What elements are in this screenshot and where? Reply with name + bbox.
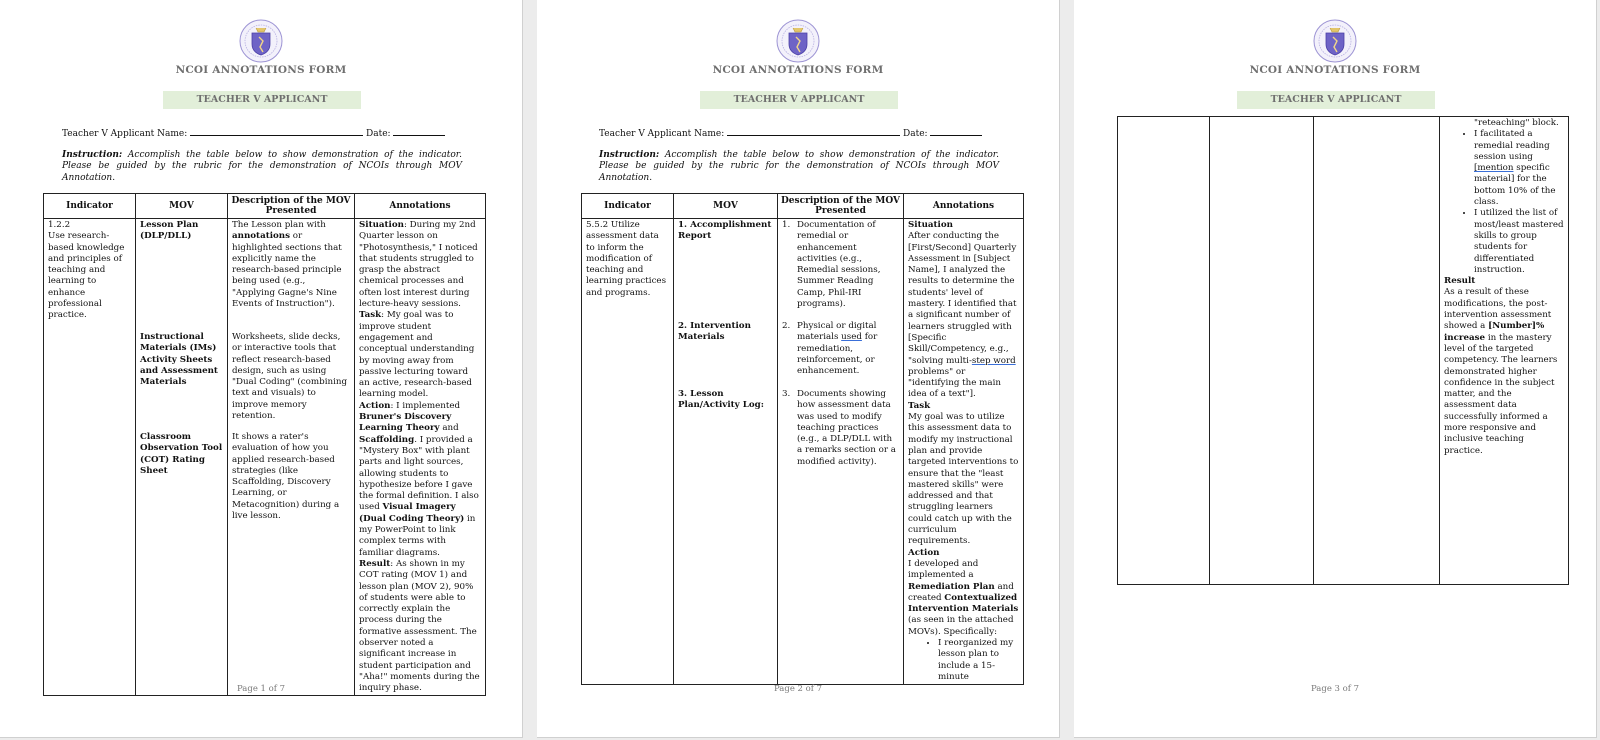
date-field[interactable]	[393, 127, 445, 136]
indicator-text: Use research-based knowledge and principles of teaching and learning to enhance professional practice.	[48, 231, 125, 321]
situation-text: After conducting the [First/Second] Quarterly Assessment in [Subject Name], I analyzed the results to determine the students' level of mastery. I identified that a significant number of learners struggled with [Specific Skill/Competency, e.g., "solving multi-	[908, 231, 1017, 366]
header-annotations: Annotations	[904, 194, 1024, 219]
result-text: : As shown in my COT rating (MOV 1) and lesson plan (MOV 2), 90% of students were able to correctly explain the process during the formative assessment. The observer noted a significant increase in student participation and "Aha!" moments during the inquiry phase.	[359, 558, 480, 694]
description-text: or highlighted sections that explicitly name the research-based principle being used (e.g., "Applying Gagne's Nine Events of Instruction").	[232, 231, 342, 310]
result-paragraph	[359, 559, 481, 695]
action-text: I developed and implemented a	[908, 558, 979, 581]
situation-label	[908, 220, 1019, 231]
bullet-text: I facilitated a remedial reading session using	[1474, 129, 1550, 162]
situation-text: problems" or "identifying the main idea of a text"].	[908, 366, 1001, 400]
result-label	[1444, 276, 1564, 287]
mov-title: Classroom Observation Tool (COT) Rating Sheet	[140, 432, 223, 476]
grammar-flagged-word[interactable]: [mention	[1474, 163, 1514, 174]
annotations-cell	[1440, 117, 1569, 585]
applicant-name-line	[62, 127, 462, 139]
action-text: : I implemented	[390, 400, 461, 411]
mov-description: Worksheets, slide decks, or interactive tools that reflect research-based design, such as using "Dual Coding" (combining text and visuals) to improve memory retention.	[232, 332, 347, 422]
instruction-text: Accomplish the table below to show demonstration of the indicator. Please be guided by the rubric for the demonstration of NCOIs through MOV Annotation.	[599, 150, 999, 183]
result-text: As a result of these modifications, the post-intervention assessment showed a	[1444, 287, 1552, 332]
result-paragraph	[1444, 287, 1564, 456]
mov-title: 2. Intervention Materials	[678, 321, 751, 343]
mov-cell	[1210, 117, 1314, 585]
description-text: Documents showing how assessment data was used to modify teaching practices (e.g., a DLP/DLL with a remarks section or a modified activity).	[797, 389, 896, 467]
indicator-cell	[582, 219, 674, 685]
annotations-table	[43, 193, 486, 696]
item-number: 2.	[782, 321, 791, 331]
item-number: 1.	[782, 220, 791, 230]
indicator-text: 5.5.2 Utilize assessment data to inform the modification of teaching and learning practices and programs.	[586, 220, 667, 298]
instruction-text: Accomplish the table below to show demonstration of the indicator. Please be guided by the rubric for the demonstration of NCOIs through MOV Annotation.	[62, 150, 462, 183]
date-field[interactable]	[930, 127, 982, 136]
task-paragraph	[359, 310, 481, 400]
applicant-name-label: Teacher V Applicant Name:	[599, 129, 725, 139]
action-bold: Bruner's Discovery Learning Theory	[359, 412, 452, 434]
description-item	[782, 389, 899, 468]
page-footer: Page 2 of 7	[773, 684, 823, 694]
action-text: and created	[908, 581, 1014, 603]
indicator-cell	[44, 219, 136, 696]
action-text: in my PowerPoint to link complex terms with familiar diagrams.	[359, 513, 476, 558]
result-label: Result	[359, 558, 391, 569]
instruction-label: Instruction:	[599, 150, 660, 160]
action-label: Action	[359, 400, 391, 411]
annotations-cell	[904, 219, 1024, 685]
date-label: Date:	[903, 129, 928, 139]
description-cell	[1314, 117, 1440, 585]
task-text: : My goal was to improve student engagement and conceptual understanding by moving away from passive lecturing toward an active, research-based learning model.	[359, 310, 475, 400]
header-indicator: Indicator	[582, 194, 674, 219]
mov-title: 3. Lesson Plan/Activity Log:	[678, 389, 764, 411]
form-subtitle: TEACHER V APPLICANT	[1237, 91, 1435, 109]
task-paragraph: My goal was to utilize this assessment data to modify my instructional plan and provide targeted interventions to ensure that the "least mastered skills" were addressed and that struggling learners could catch up with the curriculum requirements.	[908, 412, 1019, 547]
action-bold: Contextualized Intervention Materials	[908, 592, 1019, 615]
table-header-row	[44, 194, 486, 219]
header-description: Description of the MOV Presented	[778, 194, 904, 219]
action-bullet: • I utilized the list of most/least mastered skills to group students for differentiated instruction.	[1474, 208, 1564, 276]
action-paragraph	[908, 559, 1019, 638]
page-footer: Page 1 of 7	[236, 684, 286, 694]
instruction-label: Instruction:	[62, 150, 123, 160]
table-row	[44, 219, 486, 696]
action-bullet	[1474, 129, 1564, 208]
description-cell	[228, 219, 355, 696]
result-label-text: Result	[1444, 276, 1476, 287]
task-label-text: Task	[908, 400, 931, 411]
situation-paragraph	[908, 231, 1019, 400]
description-cell	[778, 219, 904, 685]
action-text: (as seen in the attached MOVs). Specifically:	[908, 615, 1014, 637]
header-mov: MOV	[674, 194, 778, 219]
description-text: The Lesson plan with	[232, 220, 326, 230]
grammar-flagged-word[interactable]: used	[841, 332, 862, 343]
continued-bullet-text: "reteaching" block.	[1474, 118, 1559, 128]
applicant-name-line	[599, 127, 999, 139]
header-annotations: Annotations	[355, 194, 486, 219]
description-item	[782, 220, 899, 321]
applicant-name-field[interactable]	[190, 127, 363, 136]
action-bullets	[1444, 129, 1564, 276]
situation-paragraph	[359, 220, 481, 310]
header-indicator: Indicator	[44, 194, 136, 219]
applicant-name-label: Teacher V Applicant Name:	[62, 129, 188, 139]
instruction-paragraph	[599, 150, 999, 184]
action-text: . I provided a "Mystery Box" with plant parts and light sources, allowing students to hypothesize before I gave the formal definition. I also used	[359, 434, 479, 513]
description-bold: annotations	[232, 231, 291, 242]
header-description: Description of the MOV Presented	[228, 194, 355, 219]
annotations-table	[581, 193, 1024, 685]
action-label	[908, 548, 1019, 559]
description-text: Physical or digital materials	[797, 321, 877, 343]
annotations-cell	[355, 219, 486, 696]
description-text: for remediation, reinforcement, or enhancement.	[797, 332, 878, 377]
task-label: Task	[359, 310, 382, 321]
situation-label-text: Situation	[908, 220, 953, 230]
result-text: in the mastery level of the targeted competency. The learners demonstrated higher confidence in the subject matter, and the assessment data successfully informed a more responsive and inclusive teaching practice.	[1444, 332, 1558, 456]
action-bold: Remediation Plan	[908, 581, 995, 592]
mov-description: It shows a rater's evaluation of how you applied research-based strategies (like Scaffolding, Discovery Learning, or Metacognition) during a live lesson.	[232, 432, 340, 522]
page-footer: Page 3 of 7	[1310, 684, 1360, 694]
form-subtitle: TEACHER V APPLICANT	[163, 91, 361, 109]
action-bullet: • I reorganized my lesson plan to include a 15-minute	[938, 638, 1019, 683]
mov-title: 1. Accomplishment Report	[678, 220, 772, 242]
mov-title: Lesson Plan (DLP/DLL)	[140, 220, 199, 242]
action-bold: Scaffolding	[359, 434, 415, 445]
form-title: NCOI ANNOTATIONS FORM	[1249, 64, 1421, 76]
document-page-3	[1074, 0, 1597, 738]
mov-description	[232, 220, 350, 332]
bullet-text: specific material] for the bottom 10% of the class.	[1474, 163, 1556, 208]
annotations-table-continued	[1117, 116, 1569, 585]
action-text: and	[439, 423, 459, 434]
table-header-row	[582, 194, 1024, 219]
mov-cell	[674, 219, 778, 685]
description-list	[782, 220, 899, 468]
date-label: Date:	[366, 129, 391, 139]
situation-label: Situation	[359, 220, 404, 230]
item-number: 3.	[782, 389, 791, 399]
document-page-1	[0, 0, 523, 738]
indicator-cell	[1118, 117, 1210, 585]
form-title: NCOI ANNOTATIONS FORM	[712, 64, 884, 76]
form-subtitle: TEACHER V APPLICANT	[700, 91, 898, 109]
applicant-name-field[interactable]	[727, 127, 900, 136]
deped-seal-icon	[776, 19, 820, 63]
document-page-2	[537, 0, 1060, 738]
indicator-code: 1.2.2	[48, 220, 71, 230]
table-row	[1118, 117, 1569, 585]
mov-title: Instructional Materials (IMs) Activity Sheets and Assessment Materials	[140, 332, 218, 388]
mov-cell	[136, 219, 228, 696]
action-bold: Visual Imagery (Dual Coding Theory)	[359, 502, 465, 524]
deped-seal-icon	[1313, 19, 1357, 63]
instruction-paragraph	[62, 150, 462, 184]
header-mov: MOV	[136, 194, 228, 219]
grammar-flagged-word[interactable]: step word	[971, 355, 1016, 366]
form-title: NCOI ANNOTATIONS FORM	[175, 64, 347, 76]
action-label-text: Action	[908, 547, 940, 558]
result-bold: [Number]% increase	[1444, 321, 1545, 343]
action-bullets	[908, 638, 1019, 683]
task-label	[908, 401, 1019, 412]
deped-seal-icon	[239, 19, 283, 63]
description-text: Documentation of remedial or enhancement activities (e.g., Remedial sessions, Summer Reading Camp, Phil-IRI programs).	[797, 220, 881, 310]
table-row	[582, 219, 1024, 685]
situation-text: : During my 2nd Quarter lesson on "Photosynthesis," I noticed that students struggled to grasp the abstract chemical processes and often lost interest during lecture-heavy sessions.	[359, 220, 478, 310]
description-item	[782, 321, 899, 389]
action-paragraph	[359, 401, 481, 559]
